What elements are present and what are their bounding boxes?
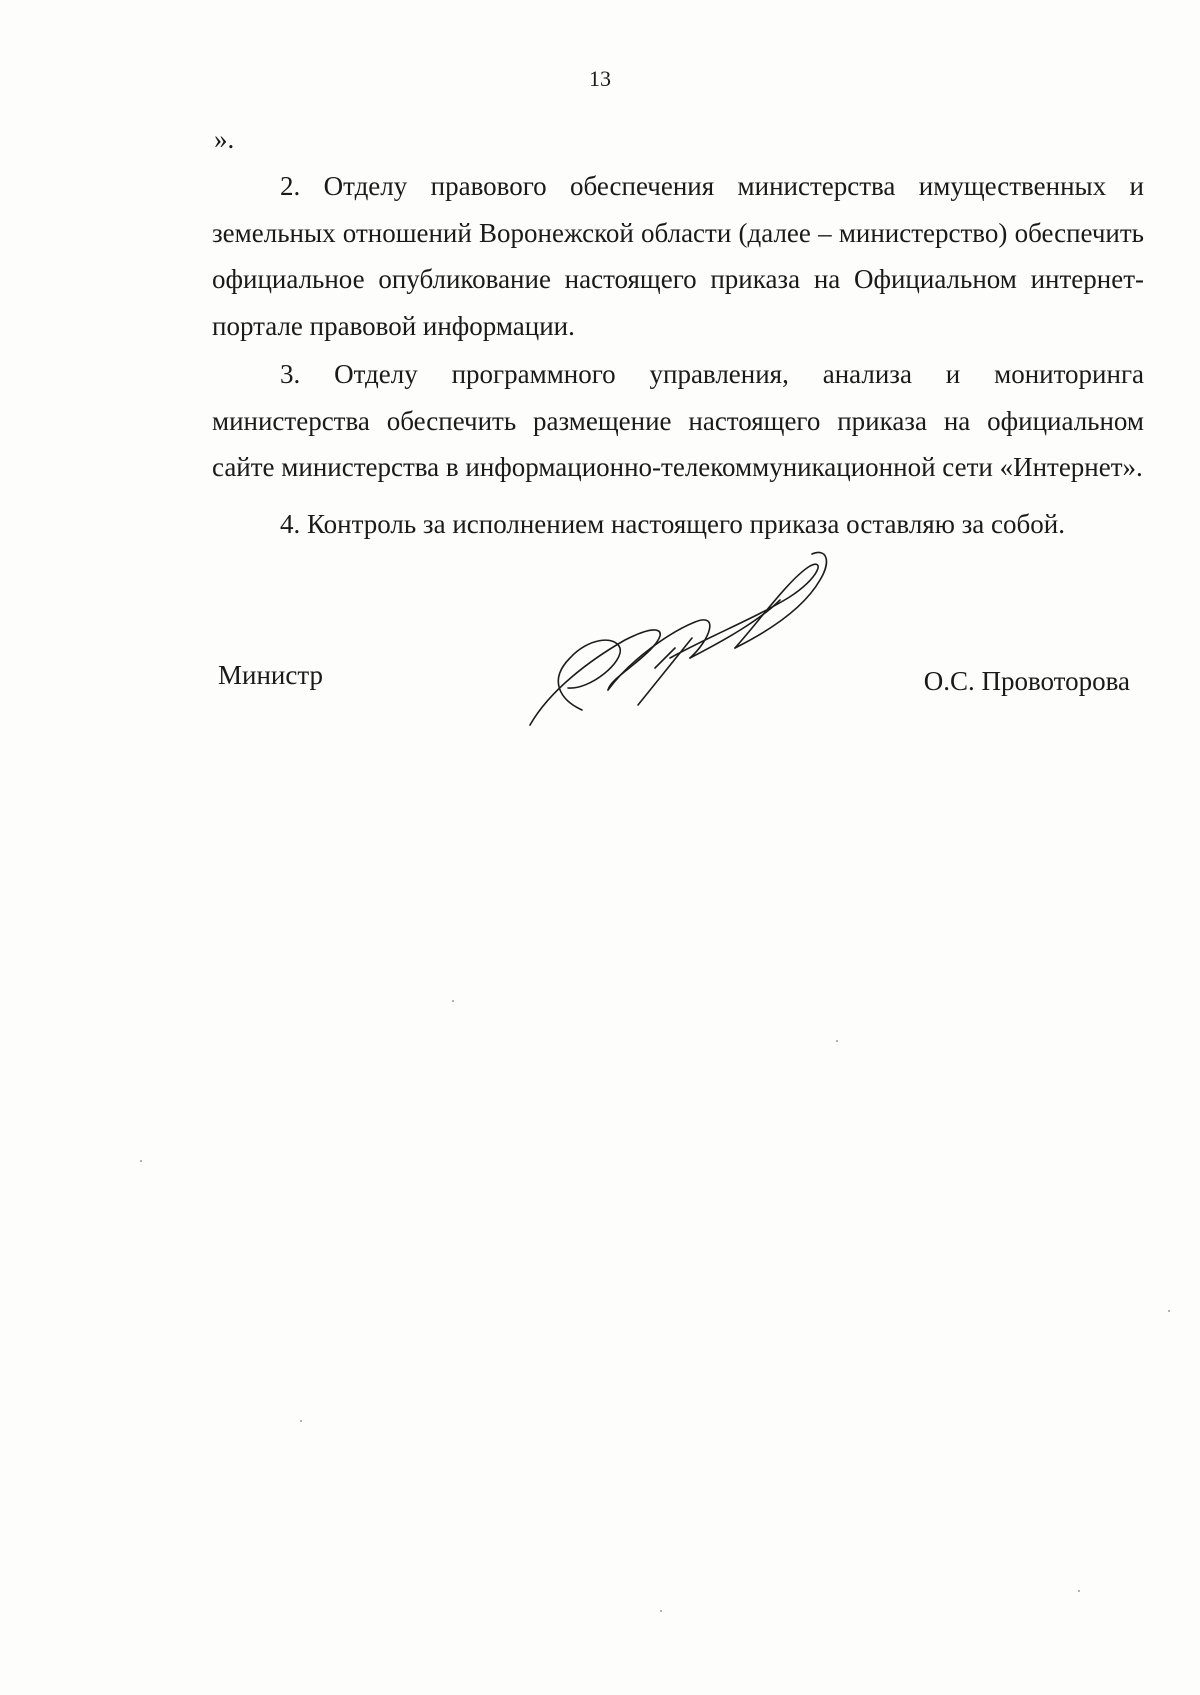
scan-speck: [660, 1610, 662, 1612]
scan-speck: [140, 1160, 142, 1162]
scan-speck: [1078, 1590, 1080, 1592]
paragraph-4: 4. Контроль за исполнением настоящего приказа оставляю за собой.: [280, 508, 1065, 539]
paragraph-2: 2. Отделу правового обеспечения министерства имущественных и земельных отношений Воронежской области (далее – министерство) обеспечить официальное опубликование настоящего приказа на Официальном интернет-портале правовой информации.: [212, 171, 1144, 341]
document-body: [212, 163, 1144, 549]
signatory-title: Министр: [218, 660, 323, 690]
scan-speck: [300, 1420, 302, 1422]
scan-speck: [836, 1040, 838, 1042]
closing-quote: ».: [214, 124, 235, 154]
scan-speck: [452, 1000, 454, 1002]
scan-speck: [1168, 1310, 1170, 1312]
signatory-name: О.С. Провоторова: [923, 666, 1130, 696]
handwritten-signature: [520, 540, 880, 740]
paragraph-3: 3. Отделу программного управления, анализа и мониторинга министерства обеспечить размещение настоящего приказа на официальном сайте министерства в информационно-телекоммуникационной сети «Интернет».: [212, 359, 1144, 482]
page-number: 13: [589, 66, 611, 91]
